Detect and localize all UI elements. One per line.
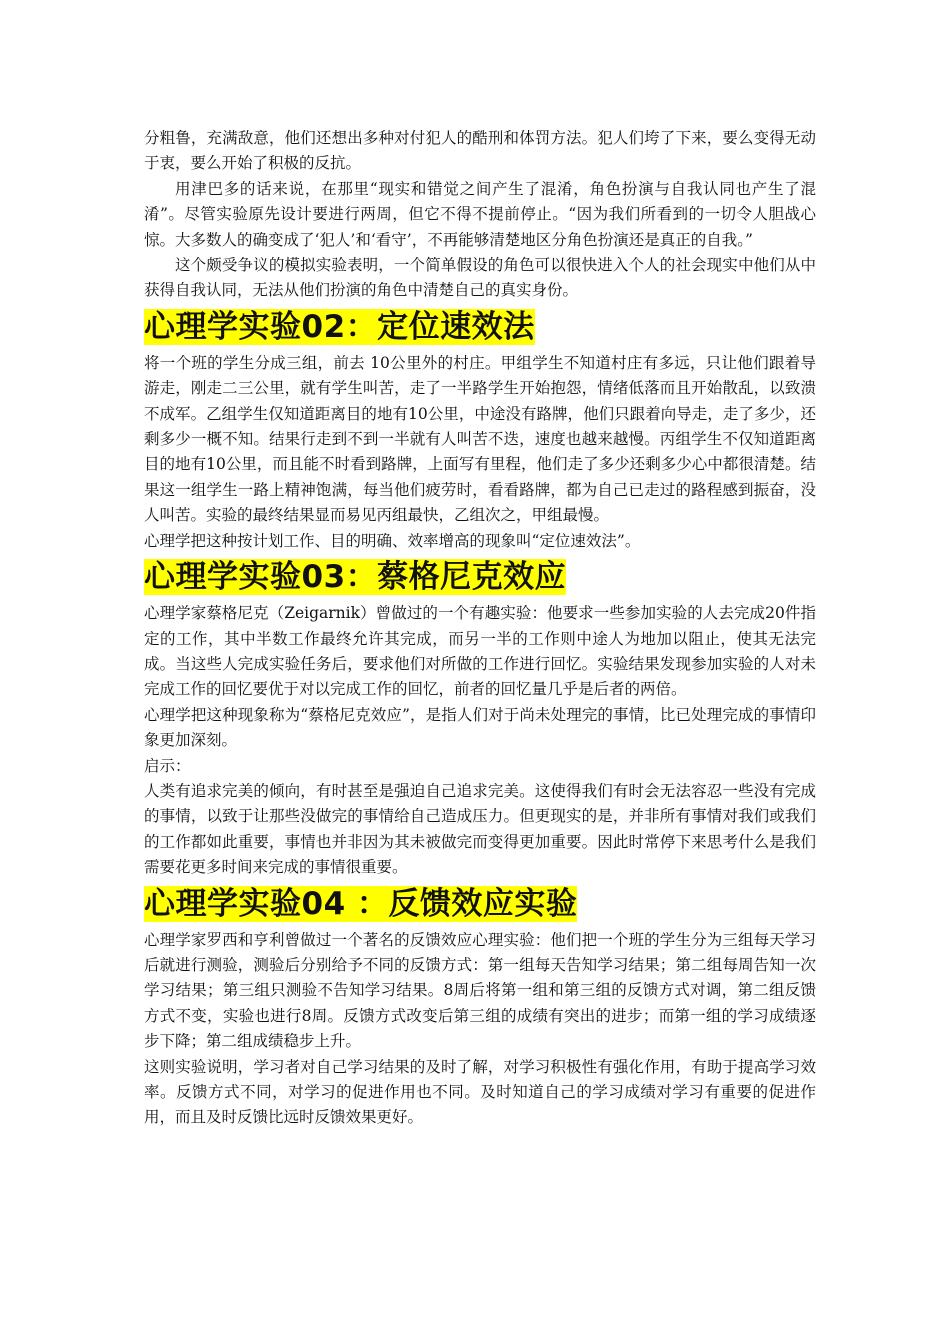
body-paragraph: 这则实验说明，学习者对自己学习结果的及时了解，对学习积极性有强化作用，有助于提高学习效率。反馈方式不同，对学习的促进作用也不同。及时知道自己的学习成绩对学习有重要的促进作用，而且及时反馈比远时反馈效果更好。 [144, 1057, 816, 1127]
insight-label: 启示： [144, 756, 191, 775]
document-page [144, 126, 816, 1131]
section-heading-03: 心理学实验03：蔡格尼克效应 [144, 559, 567, 596]
section-heading-02: 心理学实验02：定位速效法 [144, 308, 535, 345]
intro-paragraph: 分粗鲁，充满敌意，他们还想出多种对付犯人的酷刑和体罚方法。犯人们垮了下来，要么变得无动于衷，要么开始了积极的反抗。 [144, 129, 816, 173]
body-paragraph: 心理学家罗西和亨利曾做过一个著名的反馈效应心理实验：他们把一个班的学生分为三组每天学习后就进行测验，测验后分别给予不同的反馈方式：第一组每天告知学习结果；第二组每周告知一次学习结果；第三组只测验不告知学习结果。8周后将第一组和第三组的反馈方式对调，第二组反馈方式不变，实验也进行8周。反馈方式改变后第三组的成绩有突出的进步；而第一组的学习成绩逐步下降；第二组成绩稳步上升。 [144, 930, 816, 1051]
body-paragraph: 心理学把这种按计划工作、目的明确、效率增高的现象叫“定位速效法”。 [144, 531, 641, 550]
body-paragraph: 将一个班的学生分成三组，前去 10公里外的村庄。甲组学生不知道村庄有多远，只让他们跟着导游走，刚走二三公里，就有学生叫苦，走了一半路学生开始抱怨，情绪低落而且开始散乱，以致溃不成军。乙组学生仅知道距离目的地有10公里，中途没有路牌，他们只跟着向导走，走了多少，还剩多少一概不知。结果行走到不到一半就有人叫苦不迭，速度也越来越慢。丙组学生不仅知道距离目的地有10公里，而且能不时看到路牌，上面写有里程，他们走了多少还剩多少心中都很清楚。结果这一组学生一路上精神饱满，每当他们疲劳时，看看路牌，都为自己已走过的路程感到振奋，没人叫苦。实验的最终结果显而易见丙组最快，乙组次之，甲组最慢。 [144, 353, 816, 525]
body-paragraph: 心理学家蔡格尼克（Zeigarnik）曾做过的一个有趣实验：他要求一些参加实验的人去完成20件指定的工作，其中半数工作最终允许其完成，而另一半的工作则中途人为地加以阻止，使其无法完成。当这些人完成实验任务后，要求他们对所做的工作进行回忆。实验结果发现参加实验的人对未完成工作的回忆要优于对以完成工作的回忆，前者的回忆量几乎是后者的两倍。 [144, 604, 816, 699]
body-paragraph: 人类有追求完美的倾向，有时甚至是强迫自己追求完美。这使得我们有时会无法容忍一些没有完成的事情，以致于让那些没做完的事情给自己造成压力。但更现实的是，并非所有事情对我们或我们的工作都如此重要，事情也并非因为其未被做完而变得更加重要。因此时常停下来思考什么是我们需要花更多时间来完成的事情很重要。 [144, 781, 816, 877]
body-paragraph: 心理学把这种现象称为“蔡格尼克效应”，是指人们对于尚未处理完的事情，比已处理完成的事情印象更加深刻。 [144, 705, 816, 750]
intro-paragraph: 用津巴多的话来说，在那里“现实和错觉之间产生了混淆，角色扮演与自我认同也产生了混淆”。尽管实验原先设计要进行两周，但它不得不提前停止。“因为我们所看到的一切令人胆战心惊。大多数人的确变成了‘犯人’和‘看守’，不再能够清楚地区分角色扮演还是真正的自我。” [144, 179, 816, 249]
intro-paragraph: 这个颇受争议的模拟实验表明，一个简单假设的角色可以很快进入个人的社会现实中他们从中获得自我认同，无法从他们扮演的角色中清楚自己的真实身份。 [144, 256, 816, 300]
section-heading-04: 心理学实验04 ：反馈效应实验 [144, 885, 578, 922]
